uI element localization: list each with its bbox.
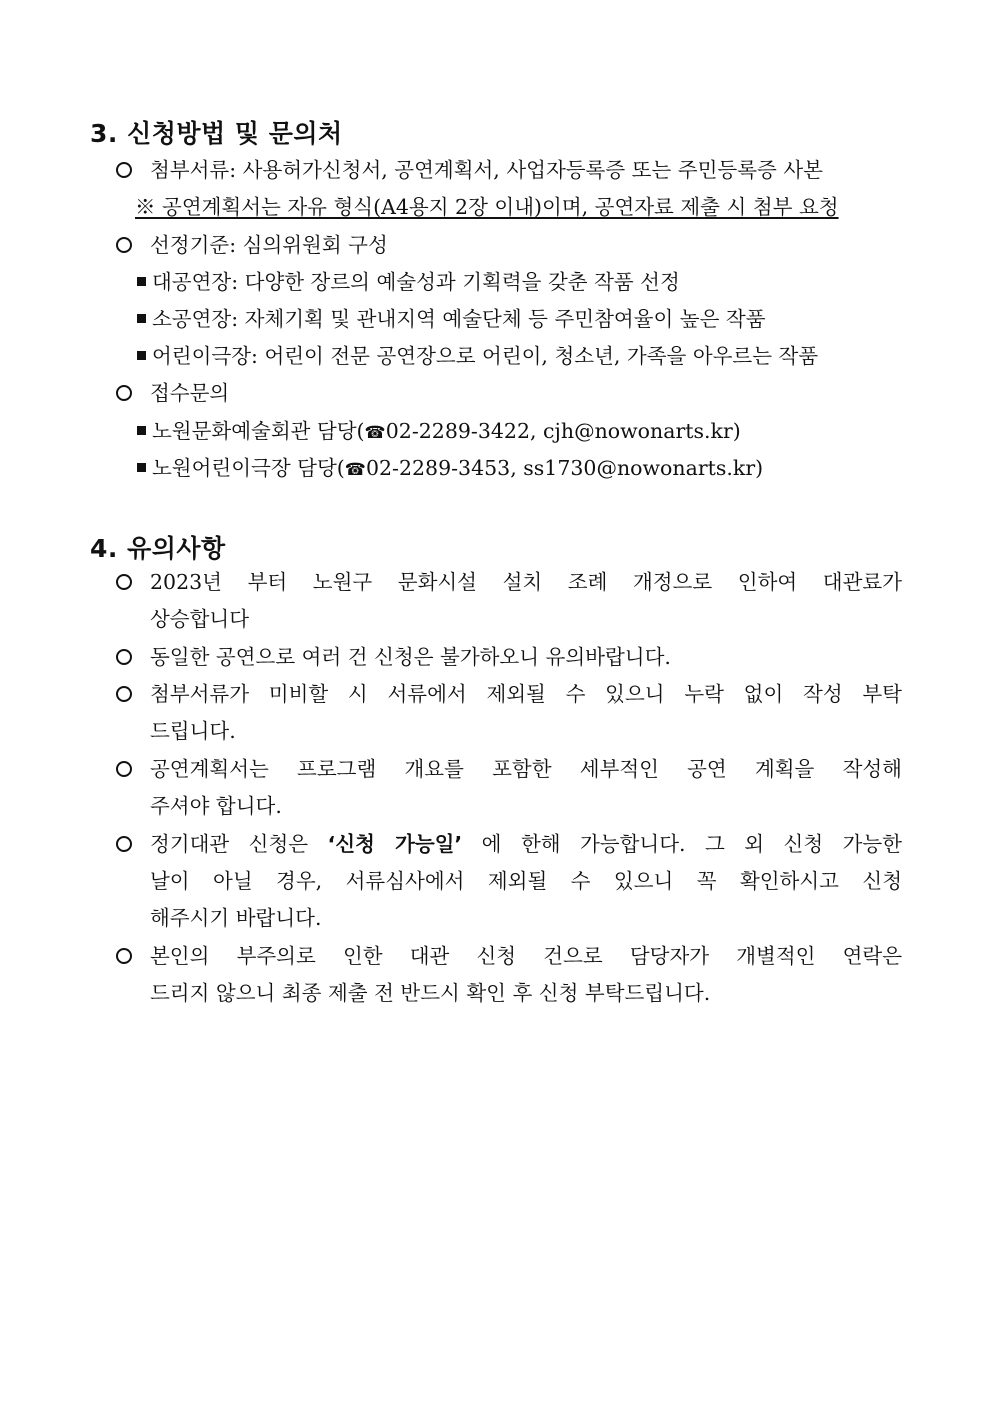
notice-1-line-2: 상승합니다: [150, 607, 250, 631]
circle-bullet-icon: [114, 680, 136, 708]
circle-bullet-icon: [114, 568, 136, 596]
notice-6-line-2: 드리지 않으니 최종 제출 전 반드시 확인 후 신청 부탁드립니다.: [150, 981, 711, 1005]
circle-bullet-icon: [114, 942, 136, 970]
square-bullet-icon: [137, 426, 146, 435]
contact-item: [152, 454, 763, 484]
circle-bullet-icon: [114, 830, 136, 858]
notice-4-line-1: 공연계획서는 프로그램 개요를 포함한 세부적인 공연 계획을 작성해: [150, 757, 902, 781]
square-bullet-icon: [137, 351, 146, 360]
phone-icon: ☎: [364, 423, 386, 443]
notice-5-line-1: [150, 830, 902, 858]
section-4-heading: 4. 유의사항: [90, 534, 226, 563]
square-bullet-icon: [137, 277, 146, 286]
section-3-heading: 3. 신청방법 및 문의처: [90, 119, 343, 148]
criteria-text: 선정기준: 심의위원회 구성: [150, 233, 388, 257]
contact-detail: 02-2289-3453, ss1730@nowonarts.kr): [365, 456, 764, 480]
contact-prefix: 노원어린이극장 담당(: [152, 456, 345, 480]
circle-bullet-icon: [114, 755, 136, 783]
notice-4-line-2: 주셔야 합니다.: [150, 794, 282, 818]
notice-5-post: 에 한해 가능합니다. 그 외 신청 가능한: [462, 832, 902, 856]
contact-item: [152, 417, 741, 447]
attach-note-text: ※ 공연계획서는 자유 형식(A4용지 2장 이내)이며, 공연자료 제출 시 첨부 요청: [135, 195, 839, 219]
notice-5-line-3: 해주시기 바랍니다.: [150, 906, 322, 930]
criteria-item: 대공연장: 다양한 장르의 예술성과 기획력을 갖춘 작품 선정: [152, 270, 680, 294]
circle-bullet-icon: [114, 643, 136, 671]
notice-1-line-1: 2023년 부터 노원구 문화시설 설치 조례 개정으로 인하여 대관료가: [150, 570, 902, 594]
notice-5-bold: ‘신청 가능일’: [327, 832, 463, 856]
square-bullet-icon: [137, 463, 146, 472]
notice-2: 동일한 공연으로 여러 건 신청은 불가하오니 유의바랍니다.: [150, 645, 671, 669]
notice-3-line-2: 드립니다.: [150, 719, 236, 743]
circle-bullet-icon: [114, 379, 136, 407]
attach-docs-text: 첨부서류: 사용허가신청서, 공연계획서, 사업자등록증 또는 주민등록증 사본: [150, 158, 823, 182]
phone-icon: ☎: [344, 460, 366, 480]
contact-prefix: 노원문화예술회관 담당(: [152, 419, 365, 443]
circle-bullet-icon: [114, 231, 136, 259]
notice-5-line-2: 날이 아닐 경우, 서류심사에서 제외될 수 있으니 꼭 확인하시고 신청: [150, 869, 902, 893]
square-bullet-icon: [137, 314, 146, 323]
notice-5-pre: 정기대관 신청은: [150, 832, 328, 856]
criteria-item: 어린이극장: 어린이 전문 공연장으로 어린이, 청소년, 가족을 아우르는 작품: [152, 344, 819, 368]
criteria-item: 소공연장: 자체기획 및 관내지역 예술단체 등 주민참여율이 높은 작품: [152, 307, 766, 331]
circle-bullet-icon: [114, 156, 136, 184]
notice-6-line-1: 본인의 부주의로 인한 대관 신청 건으로 담당자가 개별적인 연락은: [150, 944, 902, 968]
contact-text: 접수문의: [150, 381, 230, 405]
notice-3-line-1: 첨부서류가 미비할 시 서류에서 제외될 수 있으니 누락 없이 작성 부탁: [150, 682, 902, 706]
contact-detail: 02-2289-3422, cjh@nowonarts.kr): [385, 419, 741, 443]
